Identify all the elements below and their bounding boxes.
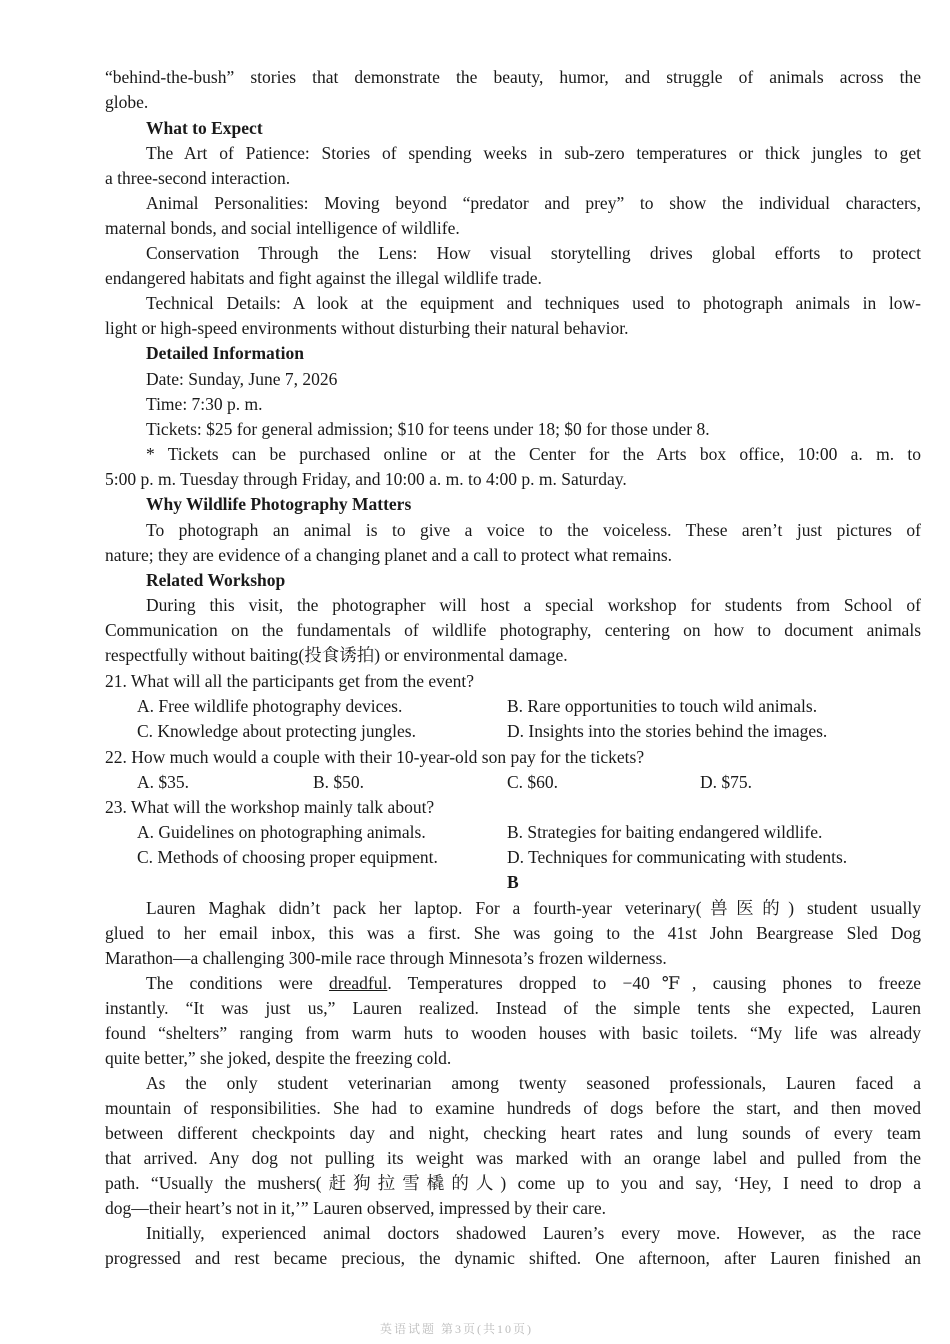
- ticket-prices: Tickets: $25 for general admission; $10 for teens under 18; $0 for those under 8.: [146, 419, 710, 439]
- b-p4-line-1: Initially, experienced animal doctors shadowed Lauren’s every move. However, as the race: [146, 1223, 921, 1243]
- personalities-line-2: maternal bonds, and social intelligence of wildlife.: [105, 218, 460, 238]
- patience-line-1: The Art of Patience: Stories of spending weeks in sub-zero temperatures or thick jungles to get: [146, 143, 921, 163]
- b-p4-line-2: progressed and rest became precious, the dynamic shifted. One afternoon, after Lauren finished an: [105, 1248, 921, 1268]
- q23-option-b: B. Strategies for baiting endangered wildlife.: [507, 822, 823, 842]
- b-p3-line-1: As the only student veterinarian among twenty seasoned professionals, Lauren faced a: [146, 1073, 921, 1093]
- why-line-2: nature; they are evidence of a changing planet and a call to protect what remains.: [105, 545, 673, 565]
- q23-option-a: A. Guidelines on photographing animals.: [137, 822, 426, 842]
- b-p2-line-1-pre: The conditions were: [146, 973, 330, 993]
- b-p3-line-2: mountain of responsibilities. She had to examine hundreds of dogs before the start, and then moved: [105, 1098, 921, 1118]
- technical-line-2: light or high-speed environments without disturbing their natural behavior.: [105, 318, 629, 338]
- intro-line-2: globe.: [105, 92, 149, 112]
- b-p3-line-4: that arrived. Any dog not pulling its weight was marked with an orange label and pulled from the: [105, 1148, 921, 1168]
- b-p2-line-1: [146, 972, 921, 994]
- b-p3-line-3: between different checkpoints day and night, checking heart rates and lung sounds of every team: [105, 1123, 921, 1143]
- why-heading: Why Wildlife Photography Matters: [146, 494, 412, 514]
- workshop-line-2: Communication on the fundamentals of wildlife photography, centering on how to document animals: [105, 620, 921, 640]
- workshop-heading: Related Workshop: [146, 570, 286, 590]
- personalities-line-1: Animal Personalities: Moving beyond “predator and prey” to show the individual characters,: [146, 193, 921, 213]
- underlined-word-dreadful: dreadful: [329, 973, 388, 993]
- why-line-1: To photograph an animal is to give a voice to the voiceless. These aren’t just pictures of: [146, 520, 921, 540]
- b-p3-line-5: path. “Usually the mushers(赶狗拉雪橇的人) come up to you and say, ‘Hey, I need to drop a: [105, 1173, 921, 1193]
- b-p1-line-1: Lauren Maghak didn’t pack her laptop. For a fourth-year veterinary(兽医的) student usually: [146, 898, 921, 918]
- patience-line-2: a three-second interaction.: [105, 168, 291, 188]
- technical-line-1: Technical Details: A look at the equipment and techniques used to photograph animals in low-: [146, 293, 921, 313]
- conservation-line-1: Conservation Through the Lens: How visual storytelling drives global efforts to protect: [146, 243, 921, 263]
- passage-b-heading: B: [507, 872, 519, 892]
- q23-option-c: C. Methods of choosing proper equipment.: [137, 847, 438, 867]
- question-23: 23. What will the workshop mainly talk about?: [105, 797, 435, 817]
- what-to-expect-heading: What to Expect: [146, 118, 263, 138]
- question-21: 21. What will all the participants get from the event?: [105, 671, 475, 691]
- b-p3-line-6: dog—their heart’s not in it,’” Lauren observed, impressed by their care.: [105, 1198, 607, 1218]
- q21-option-a: A. Free wildlife photography devices.: [137, 696, 403, 716]
- q22-option-c: C. $60.: [507, 772, 559, 792]
- detailed-info-heading: Detailed Information: [146, 343, 304, 363]
- b-p2-line-1-post: . Temperatures dropped to −40℉, causing phones to freeze: [387, 973, 921, 993]
- q21-option-b: B. Rare opportunities to touch wild animals.: [507, 696, 818, 716]
- workshop-line-1: During this visit, the photographer will host a special workshop for students from School of: [146, 595, 921, 615]
- event-date: Date: Sunday, June 7, 2026: [146, 369, 338, 389]
- workshop-line-3: respectfully without baiting(投食诱拍) or environmental damage.: [105, 645, 568, 665]
- question-22: 22. How much would a couple with their 10-year-old son pay for the tickets?: [105, 747, 645, 767]
- q22-option-a: A. $35.: [137, 772, 190, 792]
- q21-option-c: C. Knowledge about protecting jungles.: [137, 721, 416, 741]
- box-office-line-1: * Tickets can be purchased online or at the Center for the Arts box office, 10:00 a. m. to: [146, 444, 921, 464]
- b-p1-line-2: glued to her email inbox, this was a first. She was going to the 41st John Beargrease Sled Dog: [105, 923, 921, 943]
- q22-option-b: B. $50.: [313, 772, 365, 792]
- b-p2-line-4: quite better,” she joked, despite the freezing cold.: [105, 1048, 452, 1068]
- q21-option-d: D. Insights into the stories behind the images.: [507, 721, 828, 741]
- b-p1-line-3: Marathon—a challenging 300-mile race through Minnesota’s frozen wilderness.: [105, 948, 667, 968]
- page-footer: 英语试题 第3页(共10页): [380, 1322, 533, 1336]
- q22-option-d: D. $75.: [700, 772, 753, 792]
- b-p2-line-3: found “shelters” ranging from warm huts to wooden houses with basic toilets. “My life was already: [105, 1023, 921, 1043]
- q23-option-d: D. Techniques for communicating with students.: [507, 847, 848, 867]
- event-time: Time: 7:30 p. m.: [146, 394, 263, 414]
- box-office-line-2: 5:00 p. m. Tuesday through Friday, and 10:00 a. m. to 4:00 p. m. Saturday.: [105, 469, 627, 489]
- b-p2-line-2: instantly. “It was just us,” Lauren realized. Instead of the simple tents she expected, Lauren: [105, 998, 921, 1018]
- conservation-line-2: endangered habitats and fight against the illegal wildlife trade.: [105, 268, 542, 288]
- intro-line-1: “behind-the-bush” stories that demonstrate the beauty, humor, and struggle of animals across the: [105, 67, 921, 87]
